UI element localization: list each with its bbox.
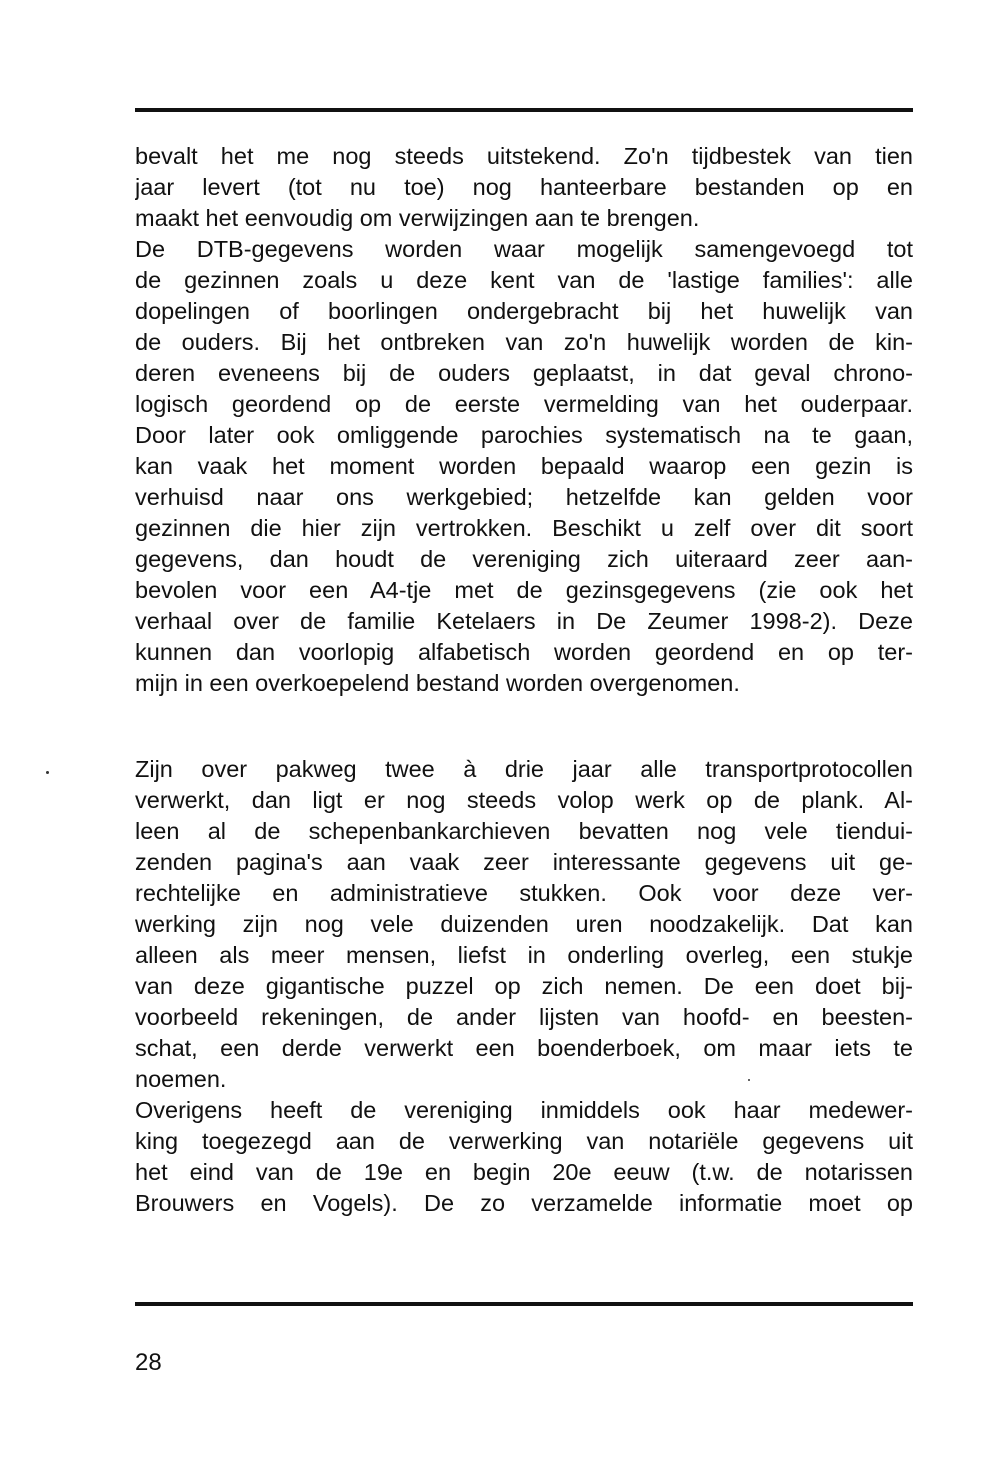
text-line: van deze gigantische puzzel op zich nemen. De een doet bij-: [135, 973, 913, 999]
text-line: jaar levert (tot nu toe) nog hanteerbare bestanden op en: [135, 174, 913, 200]
text-line: Door later ook omliggende parochies systematisch na te gaan,: [135, 422, 913, 448]
text-line: noemen.: [135, 1066, 227, 1092]
text-line: king toegezegd aan de verwerking van notariële gegevens uit: [135, 1128, 913, 1154]
text-line: alleen als meer mensen, liefst in onderling overleg, een stukje: [135, 942, 913, 968]
text-line: bevalt het me nog steeds uitstekend. Zo'n tijdbestek van tien: [135, 143, 913, 169]
text-line: werking zijn nog vele duizenden uren noodzakelijk. Dat kan: [135, 911, 913, 937]
text-line: De DTB-gegevens worden waar mogelijk samengevoegd tot: [135, 236, 913, 262]
scan-speck: [46, 771, 49, 774]
text-line: kan vaak het moment worden bepaald waarop een gezin is: [135, 453, 913, 479]
text-line: verhuisd naar ons werkgebied; hetzelfde kan gelden voor: [135, 484, 913, 510]
paragraph-2: [135, 754, 913, 1219]
text-line: dopelingen of boorlingen ondergebracht bij het huwelijk van: [135, 298, 913, 324]
text-line: schat, een derde verwerkt een boenderboek, om maar iets te: [135, 1035, 913, 1061]
text-line: logisch geordend op de eerste vermelding van het ouderpaar.: [135, 391, 913, 417]
text-line: voorbeeld rekeningen, de ander lijsten van hoofd- en beesten-: [135, 1004, 913, 1030]
text-line: bevolen voor een A4-tje met de gezinsgegevens (zie ook het: [135, 577, 913, 603]
text-line: verhaal over de familie Ketelaers in De Zeumer 1998-2). Deze: [135, 608, 913, 634]
text-line: de gezinnen zoals u deze kent van de 'lastige families': alle: [135, 267, 913, 293]
text-line: Overigens heeft de vereniging inmiddels ook haar medewer-: [135, 1097, 913, 1123]
scan-speck: [748, 1079, 750, 1081]
top-rule: [135, 108, 913, 112]
text-line: kunnen dan voorlopig alfabetisch worden geordend en op ter-: [135, 639, 913, 665]
text-line: verwerkt, dan ligt er nog steeds volop werk op de plank. Al-: [135, 787, 913, 813]
text-line: Zijn over pakweg twee à drie jaar alle transportprotocollen: [135, 756, 913, 782]
text-line: gegevens, dan houdt de vereniging zich uiteraard zeer aan-: [135, 546, 913, 572]
page-number: 28: [135, 1349, 162, 1376]
text-line: leen al de schepenbankarchieven bevatten nog vele tiendui-: [135, 818, 913, 844]
text-line: mijn in een overkoepelend bestand worden overgenomen.: [135, 670, 740, 696]
text-line: zenden pagina's aan vaak zeer interessante gegevens uit ge-: [135, 849, 913, 875]
text-line: het eind van de 19e en begin 20e eeuw (t.w. de notarissen: [135, 1159, 913, 1185]
text-line: Brouwers en Vogels). De zo verzamelde informatie moet op: [135, 1190, 913, 1216]
text-line: maakt het eenvoudig om verwijzingen aan te brengen.: [135, 205, 700, 231]
text-line: rechtelijke en administratieve stukken. Ook voor deze ver-: [135, 880, 913, 906]
bottom-rule: [135, 1302, 913, 1306]
paragraph-1: [135, 141, 913, 699]
text-line: de ouders. Bij het ontbreken van zo'n huwelijk worden de kin-: [135, 329, 913, 355]
text-line: deren eveneens bij de ouders geplaatst, in dat geval chrono-: [135, 360, 913, 386]
text-line: gezinnen die hier zijn vertrokken. Beschikt u zelf over dit soort: [135, 515, 913, 541]
